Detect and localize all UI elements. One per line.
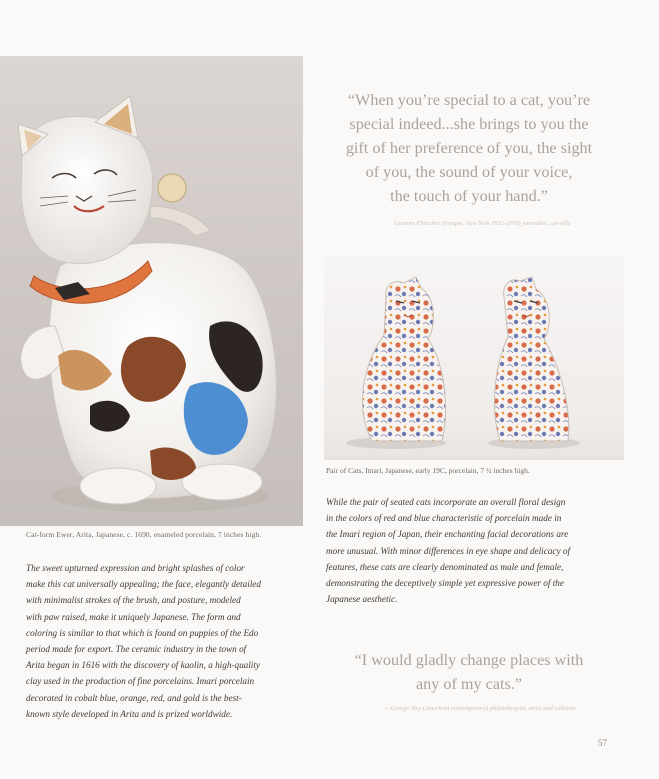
quote-line: “When you’re special to a cat, you’re <box>347 91 591 109</box>
cat-ewer-illustration <box>0 56 303 526</box>
body-line: features, these cats are clearly denominated as male and female, <box>326 561 564 572</box>
ewer-handle <box>150 206 210 236</box>
quote-line: special indeed...she brings to you the <box>349 115 589 133</box>
body-line: the Imari region of Japan, their enchanting facial decorations are <box>326 529 569 540</box>
body-line: coloring is similar to that which is found on puppies of the Edo <box>26 627 259 638</box>
body-line: clay used in the production of fine porcelains. Imari porcelain <box>26 676 255 687</box>
body-line: with paw raised, make it uniquely Japanese. The form and <box>26 611 241 622</box>
bottom-pull-quote <box>316 648 622 696</box>
body-line: Japanese aesthetic. <box>326 594 398 605</box>
quote-line: gift of her preference of you, the sight <box>345 139 593 157</box>
body-line: known style developed in Arita and is prized worldwide. <box>26 708 233 719</box>
top-pull-quote <box>316 88 622 208</box>
quote-line: the touch of your hand.” <box>390 187 548 205</box>
right-caption: Pair of Cats, Imari, Japanese, early 19C, porcelain, 7 ½ inches high. <box>326 466 530 475</box>
left-body-text <box>26 560 298 722</box>
quote-line: of you, the sound of your voice, <box>365 163 573 181</box>
cat-ewer-photo <box>0 56 303 526</box>
body-line: The sweet upturned expression and bright splashes of color <box>26 563 245 573</box>
body-line: Arita began in 1616 with the discovery of kaolin, a high-quality <box>26 660 260 671</box>
left-caption: Cat-form Ewer, Arita, Japanese, c. 1690, enameled porcelain, 7 inches high. <box>26 530 262 539</box>
body-line: demonstrating the deceptively simple yet expressive power of the <box>326 578 564 589</box>
right-body-text <box>326 494 622 607</box>
top-quote-attribution: Leonore Fleischer (Unique, New York 1932-2009) journalist, cat-ofile <box>394 220 571 227</box>
quote-line: any of my cats.” <box>415 675 523 693</box>
pair-of-cats-illustration <box>324 257 624 460</box>
body-line: in the colors of red and blue characteristic of porcelain made in <box>326 513 562 524</box>
ewer-front-paw-left <box>80 468 156 504</box>
pair-of-cats-photo <box>324 257 624 460</box>
body-line: While the pair of seated cats incorporate an overall floral design <box>326 497 566 507</box>
ewer-spout <box>158 174 186 202</box>
body-line: period made for export. The ceramic industry in the town of <box>26 644 247 655</box>
cat-left-figure <box>363 277 446 441</box>
body-line: decorated in cobalt blue, orange, red, and gold is the best- <box>26 692 242 703</box>
body-line: with minimalist strokes of the brush, and posture, modeled <box>26 595 241 606</box>
body-line: make this cat universally appealing; the face, elegantly detailed <box>26 579 261 590</box>
body-line: more unusual. With minor differences in eye shape and delicacy of <box>326 545 571 556</box>
page-number: 57 <box>598 738 607 748</box>
quote-line: “I would gladly change places with <box>354 651 584 669</box>
bottom-quote-attribution: — George Sley (American contemporary) philanthropist, artist and collector <box>383 705 577 712</box>
